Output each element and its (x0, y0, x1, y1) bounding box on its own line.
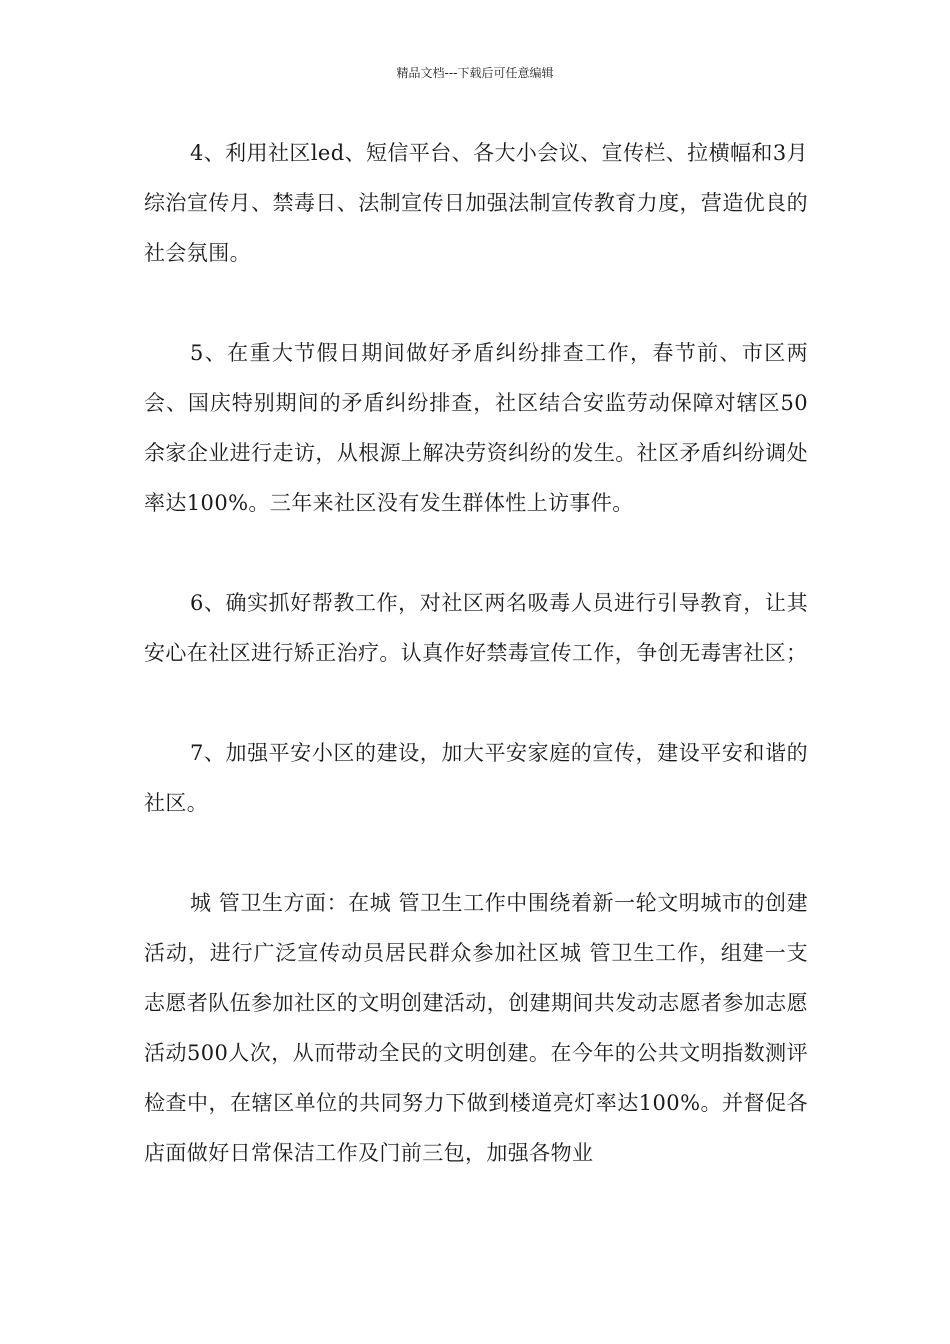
paragraph-6-rehabilitation: 6、确实抓好帮教工作，对社区两名吸毒人员进行引导教育，让其安心在社区进行矫正治疗。认真作好禁毒宣传工作，争创无毒害社区； (144, 591, 808, 665)
document-body (144, 128, 808, 1228)
paragraph-7-safe-community: 7、加强平安小区的建设，加大平安家庭的宣传，建设平安和谐的社区。 (144, 741, 808, 815)
paragraph-4-publicity: 4、利用社区led、短信平台、各大小会议、宣传栏、拉横幅和3月综治宣传月、禁毒日、法制宣传日加强法制宣传教育力度，营造优良的社会氛围。 (144, 141, 808, 265)
page-header: 精品文档---下载后可任意编辑 (396, 66, 554, 80)
paragraph-urban-sanitation: 城 管卫生方面：在城 管卫生工作中围绕着新一轮文明城市的创建活动，进行广泛宣传动员居民群众参加社区城 管卫生工作，组建一支志愿者队伍参加社区的文明创建活动，创建期间共发动志愿者参加志愿活动500人次，从而带动全民的文明创建。在今年的公共文明指数测评检查中，在辖区单位的共同努力下做到楼道亮灯率达100%。并督促各店面做好日常保洁工作及门前三包，加强各物业 (144, 891, 808, 1165)
paragraph-5-dispute-screening: 5、在重大节假日期间做好矛盾纠纷排查工作，春节前、市区两会、国庆特别期间的矛盾纠纷排查，社区结合安监劳动保障对辖区50余家企业进行走访，从根源上解决劳资纠纷的发生。社区矛盾纠纷调处率达100%。三年来社区没有发生群体性上访事件。 (144, 341, 808, 515)
